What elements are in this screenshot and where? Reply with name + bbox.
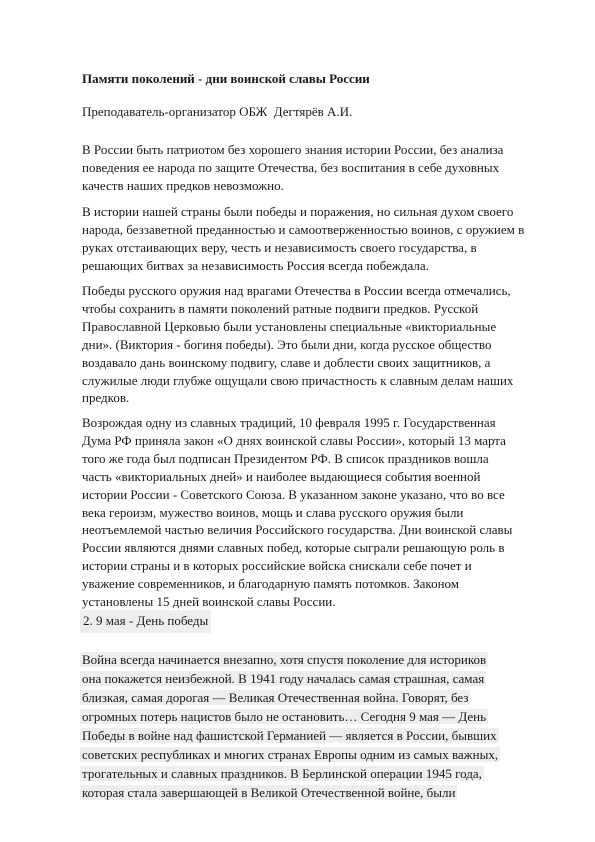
text-line bbox=[82, 669, 500, 688]
paragraph-4 bbox=[82, 414, 512, 611]
paragraph-2 bbox=[82, 203, 524, 275]
text-line bbox=[82, 707, 500, 726]
text-line: решающих битвах за независимость Россия всегда побеждала. bbox=[82, 257, 429, 273]
highlighted-text: Война всегда начинается внезапно, хотя спустя поколение для историков bbox=[82, 652, 487, 667]
text-line: народа, беззаветной преданностью и самоотверженностью воинов, с оружием в bbox=[82, 221, 525, 237]
highlighted-paragraph bbox=[82, 650, 500, 802]
text-line bbox=[82, 726, 500, 745]
text-line: истории страны и в которых российские войска снискали себе почет и bbox=[82, 558, 472, 574]
highlighted-text: трогательных и славных праздников. В Берлинской операции 1945 года, bbox=[82, 766, 482, 781]
text-line: уважение современников, и благодарную память потомков. Законом bbox=[82, 576, 460, 592]
text-line: того же года был подписан Президентом РФ. В список праздников вошла bbox=[82, 450, 489, 466]
text-line bbox=[82, 745, 500, 764]
text-line: дни». (Виктория - богиня победы). Это были дни, когда русское общество bbox=[82, 336, 492, 352]
text-line: неотъемлемой частью величия Российского государства. Дни воинской славы bbox=[82, 522, 513, 538]
text-line: Дума РФ приняла закон «О днях воинской славы России», который 13 марта bbox=[82, 432, 506, 448]
highlighted-text: которая стала завершающей в Великой Отечественной войне, были bbox=[82, 785, 456, 800]
text-line: истории России - Советского Союза. В указанном законе указано, что во все bbox=[82, 486, 505, 502]
document-author: Преподаватель-организатор ОБЖ Дегтярёв А.И. bbox=[82, 104, 353, 119]
text-line: Православной Церковью были установлены специальные «викториальные bbox=[82, 318, 497, 334]
text-line: В России быть патриотом без хорошего знания истории России, без анализа bbox=[82, 142, 504, 157]
document-title: Памяти поколений - дни воинской славы России bbox=[82, 71, 370, 86]
text-line bbox=[82, 783, 500, 802]
text-line: Возрождая одну из славных традиций, 10 февраля 1995 г. Государственная bbox=[82, 415, 496, 430]
highlighted-text: Победы в войне над фашистской Германией — является в России, бывших bbox=[82, 728, 497, 743]
text-line: В истории нашей страны были победы и поражения, но сильная духом своего bbox=[82, 204, 514, 219]
text-line: качеств наших предков невозможно. bbox=[82, 177, 284, 193]
text-line: часть «викториальных дней» и наиболее выдающиеся события военной bbox=[82, 468, 481, 484]
text-line: века героизм, мужество воинов, мощь и слава русского оружия были bbox=[82, 504, 464, 520]
text-line: чтобы сохранить в памяти поколений ратные подвиги предков. Русской bbox=[82, 300, 479, 316]
text-line: Победы русского оружия над врагами Отечества в России всегда отмечались, bbox=[82, 283, 511, 298]
text-line bbox=[82, 650, 500, 669]
section-heading: 2. 9 мая - День победы bbox=[80, 610, 211, 633]
highlighted-text: она покажется неизбежной. В 1941 году началась самая страшная, самая bbox=[82, 671, 485, 686]
text-line: служилые люди глубже ощущали свою причастность к славным делам наших bbox=[82, 372, 514, 388]
highlighted-text: огромных потерь нацистов было не остановить… Сегодня 9 мая — День bbox=[82, 709, 487, 724]
text-line: установлены 15 дней воинской славы России. bbox=[82, 594, 336, 610]
paragraph-1 bbox=[82, 141, 503, 195]
text-line bbox=[82, 688, 500, 707]
paragraph-3 bbox=[82, 282, 513, 407]
text-line: руках отстаивающих веру, честь и независимость своего государства, в bbox=[82, 239, 477, 255]
text-line: предков. bbox=[82, 390, 130, 406]
highlighted-text: близкая, самая дорогая — Великая Отечественная война. Говорят, без bbox=[82, 690, 469, 705]
text-line: воздавало дань воинскому подвигу, славе и доблести своих защитников, а bbox=[82, 354, 491, 370]
text-line: России являются днями славных побед, которые сыграли решающую роль в bbox=[82, 540, 505, 556]
highlighted-text: советских республиках и многих странах Европы одним из самых важных, bbox=[82, 747, 499, 762]
text-line: поведения ее народа по защите Отечества, без воспитания в себе духовных bbox=[82, 159, 500, 175]
text-line bbox=[82, 764, 500, 783]
